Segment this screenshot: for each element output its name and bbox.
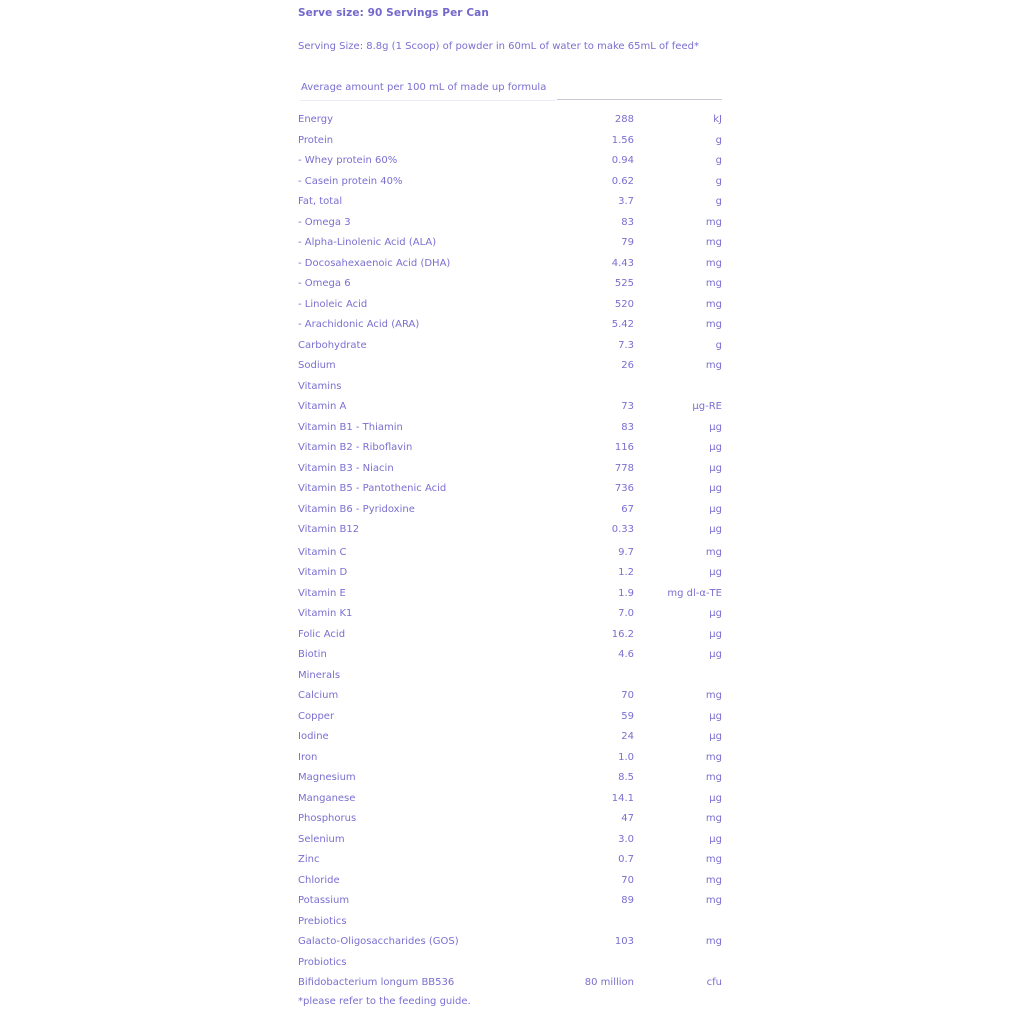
nutrient-name: Vitamins [298,380,342,392]
table-row [298,563,722,584]
nutrient-value: 525 [614,278,634,289]
nutrient-unit: µg [709,792,722,804]
nutrient-value: 70 [621,874,634,886]
nutrient-unit: mg [705,813,722,824]
nutrient-value: 736 [614,483,634,494]
nutrient-value: 1.56 [611,134,634,146]
nutrient-name: Prebiotics [298,915,347,927]
nutrient-unit: µg [709,628,722,640]
table-row [298,295,722,316]
nutrient-name: Vitamin E [298,587,346,599]
table-row [298,172,722,193]
table-row [298,500,722,521]
nutrient-value: 8.5 [618,772,634,783]
nutrient-name: Iodine [298,731,329,742]
nutrient-unit: µg [709,649,722,660]
header-divider-right [557,99,722,100]
nutrient-value: 4.43 [611,257,634,269]
nutrient-name: Vitamin B5 - Pantothenic Acid [298,483,447,494]
nutrient-name: - Omega 6 [298,278,351,289]
nutrient-value: 4.6 [618,649,634,660]
nutrient-value: 70 [621,690,634,701]
nutrient-name: Vitamin C [298,546,347,558]
nutrient-value: 778 [614,462,634,474]
header-divider-left [300,100,556,101]
nutrient-unit: mg [705,278,722,289]
nutrient-name: Minerals [298,669,341,681]
nutrient-unit: mg [705,360,722,371]
nutrient-value: 1.0 [618,751,634,763]
nutrient-name: - Omega 3 [298,216,351,228]
nutrient-name: Folic Acid [298,628,346,640]
table-row [298,543,722,564]
nutrition-table [298,110,722,994]
nutrient-value: 83 [621,216,634,228]
nutrient-name: - Docosahexaenoic Acid (DHA) [298,257,451,269]
nutrient-name: Selenium [298,833,345,845]
nutrient-name: Manganese [298,792,356,804]
nutrient-unit: µg [709,524,722,535]
table-row [298,604,722,625]
nutrient-name: Biotin [298,649,327,660]
table-row [298,850,722,871]
serve-size-title: Serve size: 90 Servings Per Can [298,7,489,19]
nutrient-unit: µg [709,462,722,474]
table-row [298,110,722,131]
table-row [298,459,722,480]
nutrient-unit: mg [705,751,722,763]
nutrient-value: 1.9 [618,587,634,599]
nutrient-value: 7.0 [618,608,634,619]
nutrient-name: Calcium [298,690,339,701]
table-row [298,645,722,666]
nutrient-unit: mg [705,854,722,865]
table-row [298,233,722,254]
nutrient-name: - Linoleic Acid [298,298,368,310]
nutrient-unit: g [715,134,722,146]
nutrient-name: Probiotics [298,956,347,968]
nutrient-name: - Casein protein 40% [298,175,403,187]
nutrient-name: Protein [298,134,334,146]
nutrient-value: 5.42 [611,319,634,330]
nutrient-value: 1.2 [618,567,634,578]
nutrient-name: Vitamin B2 - Riboflavin [298,442,413,453]
table-row [298,520,722,541]
table-row [298,707,722,728]
nutrient-unit: µg [709,483,722,494]
nutrient-name: - Arachidonic Acid (ARA) [298,319,420,330]
table-row [298,131,722,152]
nutrient-value: 3.7 [618,196,634,207]
nutrient-unit: µg [709,608,722,619]
table-row [298,213,722,234]
table-row [298,932,722,953]
nutrient-name: Vitamin B1 - Thiamin [298,421,403,433]
nutrient-name: Potassium [298,895,350,906]
nutrient-unit: mg [705,936,722,947]
nutrient-name: Sodium [298,360,336,371]
table-row [298,891,722,912]
nutrient-unit: mg [705,216,722,228]
nutrient-name: Copper [298,710,335,722]
table-row [298,254,722,275]
nutrient-value: 520 [614,298,634,310]
nutrient-value: 24 [621,731,634,742]
table-row [298,356,722,377]
nutrient-value: 73 [621,401,634,412]
nutrient-name: Chloride [298,874,340,886]
nutrient-value: 3.0 [618,833,634,845]
nutrient-unit: µg [709,421,722,433]
table-row [298,151,722,172]
table-row [298,418,722,439]
nutrient-value: 79 [621,237,634,248]
nutrient-unit: g [715,339,722,351]
nutrient-unit: mg [705,874,722,886]
nutrient-unit: mg [705,237,722,248]
nutrient-unit: µg [709,833,722,845]
nutrient-name: Iron [298,751,318,763]
nutrient-name: - Whey protein 60% [298,155,398,166]
nutrient-name: Magnesium [298,772,356,783]
nutrient-value: 103 [614,936,634,947]
nutrient-value: 47 [621,813,634,824]
nutrient-name: Energy [298,114,334,125]
table-row [298,438,722,459]
nutrient-value: 7.3 [618,339,634,351]
nutrient-name: Fat, total [298,196,343,207]
table-row [298,666,722,687]
nutrient-value: 67 [621,503,634,515]
nutrient-unit: µg [709,731,722,742]
nutrient-value: 288 [614,114,634,125]
nutrient-name: Vitamin D [298,567,348,578]
nutrient-unit: cfu [706,977,722,988]
nutrient-value: 80 million [584,977,634,988]
nutrient-unit: mg [705,690,722,701]
nutrient-unit: g [715,155,722,166]
nutrient-value: 0.33 [611,524,634,535]
nutrient-value: 116 [614,442,634,453]
table-header: Average amount per 100 mL of made up formula [301,82,547,93]
table-row [298,953,722,974]
table-row [298,748,722,769]
nutrient-value: 26 [621,360,634,371]
nutrient-name: Galacto-Oligosaccharides (GOS) [298,936,459,947]
nutrient-name: Vitamin A [298,401,347,412]
nutrient-value: 89 [621,895,634,906]
serving-size-description: Serving Size: 8.8g (1 Scoop) of powder in 60mL of water to make 65mL of feed* [298,41,699,52]
nutrient-name: Vitamin B3 - Niacin [298,462,394,474]
table-row [298,871,722,892]
nutrient-value: 0.62 [611,175,634,187]
nutrient-unit: mg [705,772,722,783]
table-row [298,727,722,748]
table-row [298,809,722,830]
nutrient-unit: mg dl-α-TE [667,587,722,599]
table-row [298,768,722,789]
nutrient-unit: µg [709,503,722,515]
nutrient-unit: µg [709,710,722,722]
table-row [298,336,722,357]
table-row [298,973,722,994]
table-row [298,397,722,418]
table-row [298,192,722,213]
footnote: *please refer to the feeding guide. [298,996,471,1007]
nutrient-name: Vitamin B12 [298,524,360,535]
nutrient-unit: mg [705,319,722,330]
nutrient-value: 59 [621,710,634,722]
table-row [298,789,722,810]
nutrient-unit: µg [709,567,722,578]
table-row [298,686,722,707]
nutrient-unit: mg [705,546,722,558]
table-row [298,377,722,398]
nutrient-unit: kJ [713,114,722,125]
table-row [298,584,722,605]
table-row [298,830,722,851]
nutrient-unit: mg [705,257,722,269]
nutrient-name: Bifidobacterium longum BB536 [298,977,455,988]
table-row [298,479,722,500]
nutrient-unit: g [715,175,722,187]
nutrient-value: 83 [621,421,634,433]
nutrient-name: Zinc [298,854,320,865]
nutrient-unit: µg-RE [692,401,722,412]
nutrient-value: 16.2 [611,628,634,640]
nutrient-value: 0.7 [618,854,634,865]
nutrient-value: 9.7 [618,546,634,558]
nutrient-unit: mg [705,895,722,906]
nutrient-unit: g [715,196,722,207]
nutrient-name: - Alpha-Linolenic Acid (ALA) [298,237,437,248]
nutrient-value: 0.94 [611,155,634,166]
nutrient-name: Vitamin K1 [298,608,353,619]
table-row [298,912,722,933]
nutrient-name: Vitamin B6 - Pyridoxine [298,503,415,515]
nutrient-name: Phosphorus [298,813,357,824]
table-row [298,315,722,336]
table-row [298,274,722,295]
table-row [298,625,722,646]
nutrient-unit: µg [709,442,722,453]
nutrient-value: 14.1 [611,792,634,804]
nutrient-name: Carbohydrate [298,339,367,351]
nutrient-unit: mg [705,298,722,310]
